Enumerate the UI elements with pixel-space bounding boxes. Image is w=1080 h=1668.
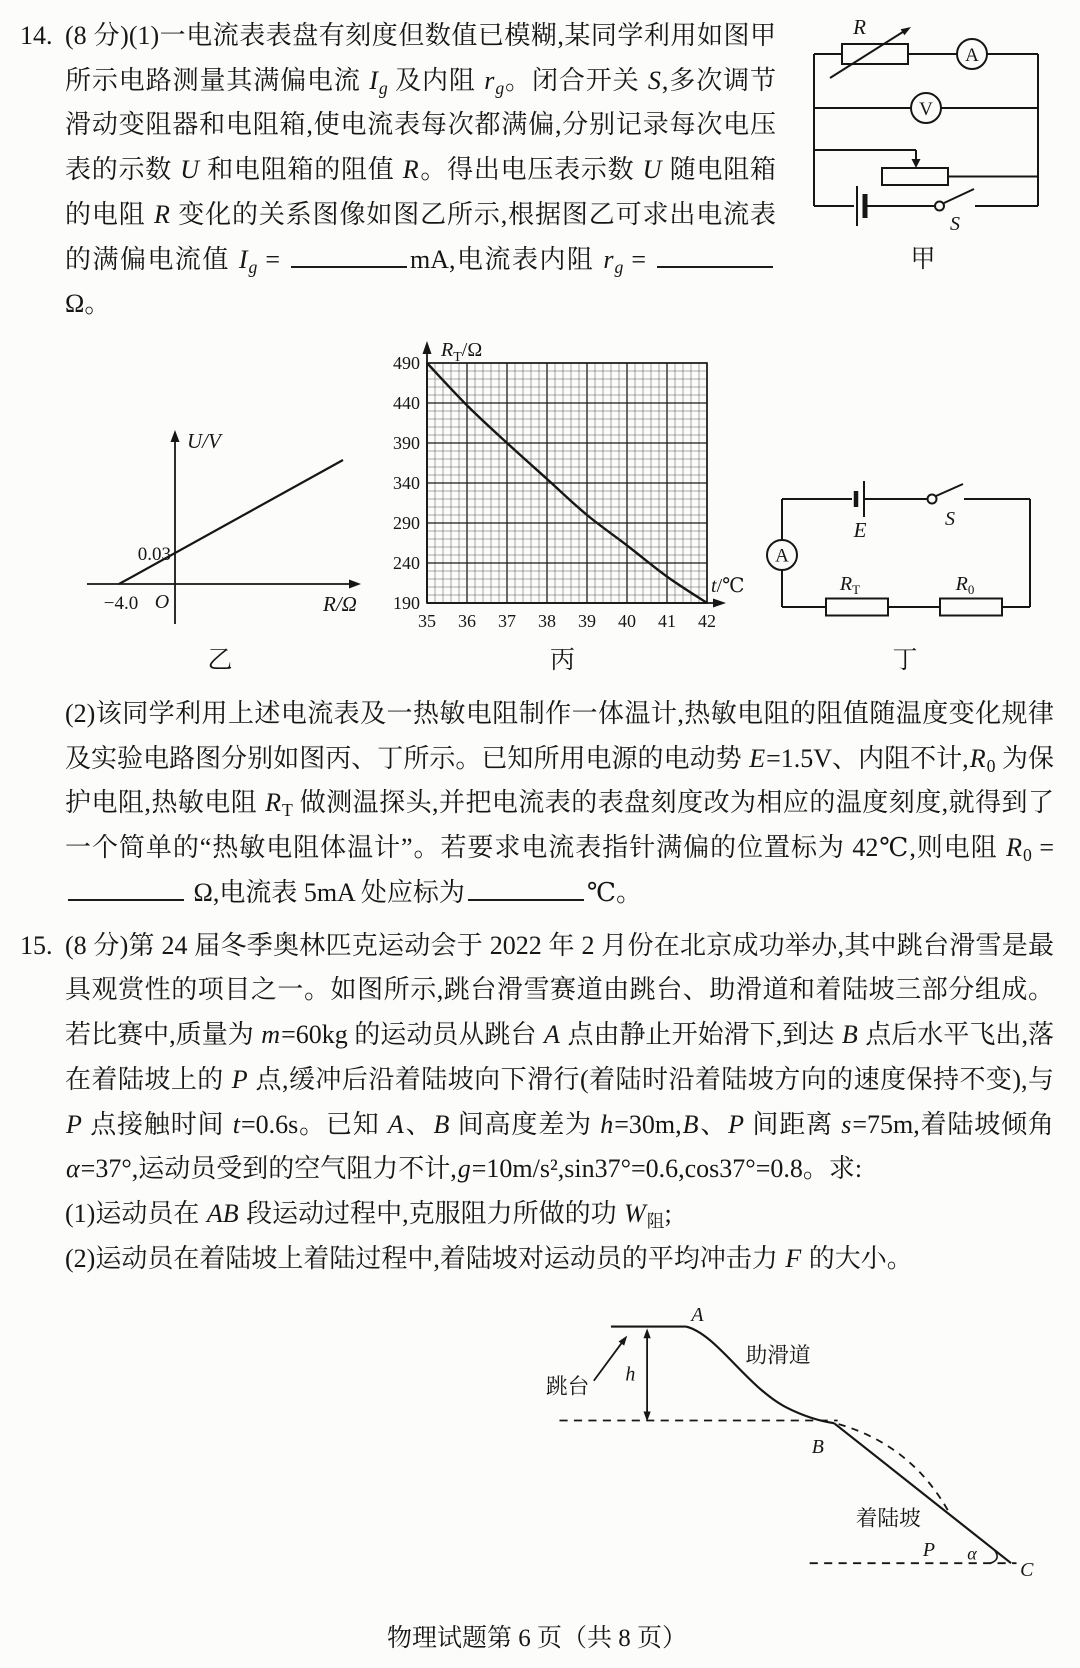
text-segment: 点接触时间	[82, 1109, 232, 1139]
resistor-R0-symbol	[940, 599, 1002, 616]
text-segment: =10m/s²,sin37°=0.6,cos37°=0.8。求:	[471, 1154, 863, 1184]
ski-label-P: P	[922, 1539, 935, 1562]
x-axis-arrow	[349, 580, 361, 589]
rheostat-arrow-head	[901, 27, 911, 35]
text-segment: 点后水平飞出,落在着陆坡上的	[65, 1020, 1054, 1094]
text-segment: 做测温探头,并把电流表的表盘刻度改为相应的温度刻度,就得到了一个简单的“热敏电阻体温计”。若要求电流表指针满偏的位置标为 42℃,则电阻	[65, 788, 1054, 863]
ski-label-A: A	[691, 1304, 704, 1327]
text-segment: R	[265, 788, 281, 818]
text-segment: 的大小。	[802, 1243, 913, 1273]
figure-caption-yi: 乙	[207, 647, 233, 675]
q15-item2-text	[65, 1237, 1054, 1282]
text-segment: R	[154, 199, 170, 229]
ski-label-platform: 跳台	[545, 1374, 590, 1399]
text-segment: 点,缓冲后沿着陆坡向下滑行(着陆时沿着陆坡方向的速度保持不变),与	[248, 1064, 1054, 1094]
text-segment: B	[433, 1109, 450, 1139]
jia-label-A: A	[965, 45, 979, 66]
answer-blank	[291, 244, 407, 268]
text-segment: s	[841, 1109, 852, 1139]
jia-label-S: S	[950, 213, 960, 235]
text-segment: 。闭合开关	[504, 65, 647, 95]
text-segment: =	[1031, 833, 1054, 863]
text-segment: t	[232, 1109, 240, 1139]
text-segment: g	[495, 77, 505, 98]
y-tick-label: 240	[393, 553, 420, 574]
ding-label-S: S	[945, 508, 955, 531]
bing-ylabel: $R_T/\Omega$	[441, 339, 483, 366]
platform-pointer-line	[594, 1343, 622, 1381]
text-segment: r	[484, 65, 495, 95]
text-segment: T	[282, 800, 293, 821]
text-segment: =	[623, 244, 654, 274]
jia-label-V: V	[919, 99, 933, 120]
circuit-jia	[798, 16, 1048, 236]
switch-pivot	[928, 495, 937, 504]
answer-blank	[68, 877, 184, 901]
text-segment: 变化的关系图像如图乙所示,根据图乙可求出电流表的满偏电流值	[65, 199, 776, 274]
text-segment: 。得出电压表示数	[419, 155, 642, 185]
text-segment: ;	[664, 1198, 672, 1228]
ski-label-C: C	[1020, 1559, 1034, 1582]
yi-ylabel: U/V	[187, 429, 221, 454]
ski-label-alpha: α	[967, 1543, 977, 1564]
x-axis-arrow	[713, 599, 726, 608]
resistance-box-symbol	[842, 44, 908, 64]
text-segment: h	[600, 1109, 614, 1139]
h-arrow-head-up	[643, 1329, 650, 1339]
text-segment: (2)该同学利用上述电流表及一热敏电阻制作一体温计,热敏电阻的阻值随温度变化规律及实验电路图分别如图丙、丁所示。已知所用电源的电动势	[65, 699, 1054, 773]
angle-arc	[990, 1551, 997, 1564]
text-segment: g	[248, 256, 258, 277]
text-segment: B	[841, 1020, 858, 1050]
text-segment: S	[647, 65, 661, 95]
page-footer: 物理试题第 6 页（共 8 页）	[386, 1625, 687, 1653]
text-segment: 间高度差为	[450, 1109, 600, 1139]
figure-ski	[480, 1283, 1040, 1610]
wiper-arrow	[912, 159, 921, 168]
graph-bing	[375, 335, 750, 637]
text-segment: R	[1006, 833, 1023, 863]
x-tick-label: 40	[618, 611, 636, 632]
text-segment: =	[257, 244, 289, 274]
text-segment: g	[614, 256, 624, 277]
y-tick-label: 190	[393, 593, 420, 614]
text-segment: (1)运动员在	[65, 1198, 206, 1228]
figure-bing	[375, 335, 750, 682]
x-tick-label: 41	[658, 611, 676, 632]
q15-main-text	[65, 924, 1054, 1192]
jia-label-R: R	[853, 16, 866, 39]
text-segment: ,多次调节滑动变阻器和电阻箱,使电流表每次都满偏,分别记录每次电压表的示数	[65, 65, 776, 185]
text-segment: B	[682, 1109, 699, 1139]
text-segment: 段运动过程中,克服阻力所做的功	[239, 1198, 624, 1228]
text-segment: =30m,	[614, 1109, 682, 1139]
text-segment: =60kg 的运动员从跳台	[281, 1020, 544, 1050]
text-segment: R	[402, 155, 419, 185]
text-segment: ℃。	[586, 877, 642, 907]
x-tick-label: 35	[418, 611, 436, 632]
ding-label-A: A	[775, 545, 789, 567]
y-tick-label: 490	[393, 353, 420, 374]
y-axis-arrow	[171, 430, 180, 442]
figure-jia	[792, 16, 1054, 281]
text-segment: U	[642, 155, 662, 185]
y-tick-label: 340	[393, 473, 420, 494]
q15-item1-text	[65, 1192, 1054, 1237]
text-segment: (2)运动员在着陆坡上着陆过程中,着陆坡对运动员的平均冲击力	[65, 1243, 785, 1273]
text-segment: Ω,电流表 5mA 处应标为	[187, 877, 465, 907]
text-segment: F	[785, 1243, 802, 1273]
text-segment: I	[369, 65, 378, 95]
text-segment: g	[457, 1154, 471, 1184]
text-segment: Ω。	[65, 289, 111, 319]
text-segment: =75m,着陆坡倾角	[852, 1109, 1054, 1139]
x-tick-label: 37	[498, 611, 516, 632]
question-15	[20, 924, 1054, 1610]
ski-label-inrun: 助滑道	[745, 1344, 811, 1369]
ski-label-landing: 着陆坡	[855, 1506, 921, 1531]
resistor-RT-symbol	[826, 599, 888, 616]
x-ticks	[418, 611, 716, 631]
x-tick-label: 36	[458, 611, 476, 632]
ski-label-B: B	[811, 1436, 824, 1459]
text-segment: 阻	[646, 1210, 665, 1231]
y-tick-label: 290	[393, 513, 420, 534]
text-segment: 为保护电阻,热敏电阻	[65, 743, 1054, 818]
yi-origin-label: O	[154, 591, 170, 614]
text-segment: r	[603, 244, 614, 274]
bing-xlabel: t/℃	[711, 575, 745, 598]
answer-blank	[657, 244, 773, 268]
text-segment: R	[969, 743, 986, 773]
y-ticks	[393, 353, 420, 613]
text-segment: 随电阻箱的电阻	[65, 155, 776, 229]
x-tick-label: 38	[538, 611, 556, 632]
figure-row	[65, 335, 1054, 682]
y-tick-label: 440	[393, 393, 420, 414]
text-segment: 0	[1023, 845, 1032, 866]
text-segment: AB	[206, 1198, 239, 1228]
text-segment: P	[66, 1109, 82, 1139]
grid	[427, 363, 707, 603]
text-segment: P	[728, 1109, 745, 1139]
yi-y-intercept-label: 0.03	[137, 544, 171, 566]
data-line	[119, 460, 343, 584]
ding-label-E: E	[853, 518, 867, 543]
ding-label-R0: $R_0$	[955, 573, 975, 598]
ding-wires	[782, 484, 1030, 607]
figure-caption-bing: 丙	[549, 647, 575, 675]
figure-caption-ding: 丁	[892, 647, 918, 675]
question-14	[20, 14, 1054, 916]
y-axis-arrow	[423, 341, 432, 354]
graph-yi	[65, 402, 375, 637]
text-segment: m	[261, 1020, 281, 1050]
text-segment: I	[238, 244, 248, 274]
figure-ding	[750, 469, 1060, 682]
text-segment: 间距离	[745, 1109, 841, 1139]
ski-label-h: h	[625, 1364, 636, 1387]
switch-pivot	[935, 202, 944, 211]
inrun-curve	[686, 1327, 834, 1424]
question-15-number: 15.	[20, 930, 53, 960]
text-segment: 及内阻	[387, 65, 484, 95]
text-segment: 、	[699, 1109, 728, 1139]
text-segment: A	[387, 1109, 404, 1139]
q14-part2-text	[65, 692, 1054, 916]
text-segment: =0.6s。已知	[240, 1109, 387, 1139]
text-segment: W	[624, 1198, 646, 1228]
text-segment: E	[749, 743, 766, 773]
text-segment: 0	[986, 755, 996, 776]
ski-diagram	[480, 1283, 1040, 1595]
text-segment: =37°,运动员受到的空气阻力不计,	[80, 1154, 457, 1184]
question-14-number: 14.	[20, 21, 53, 50]
x-tick-label: 39	[578, 611, 596, 632]
figure-caption-jia: 甲	[910, 246, 936, 273]
text-segment: P	[231, 1064, 248, 1094]
text-segment: A	[544, 1020, 560, 1050]
text-segment: 点由静止开始滑下,到达	[560, 1020, 841, 1050]
text-segment: g	[378, 77, 388, 98]
text-segment: 、	[404, 1109, 433, 1139]
text-segment: =1.5V、内阻不计,	[766, 743, 969, 773]
circuit-ding	[750, 469, 1060, 637]
slide-rheostat-symbol	[882, 168, 948, 185]
yi-xlabel: R/Ω	[323, 592, 357, 617]
y-tick-label: 390	[393, 433, 420, 454]
text-segment: (8 分)(1)一电流表表盘有刻度但数值已模糊,某同学利用如图甲所示电路测量其满偏电流	[65, 21, 776, 95]
ding-label-RT: $R_T$	[839, 573, 861, 598]
text-segment: α	[66, 1154, 80, 1184]
yi-x-intercept-label: −4.0	[103, 593, 139, 615]
text-segment: 和电阻箱的阻值	[200, 155, 402, 185]
x-tick-label: 42	[698, 611, 716, 632]
text-segment: U	[180, 155, 200, 185]
text-segment: mA,电流表内阻	[410, 244, 603, 274]
answer-blank	[468, 877, 584, 901]
figure-yi	[65, 402, 375, 682]
text-segment: (8 分)第 24 届冬季奥林匹克运动会于 2022 年 2 月份在北京成功举办,其中跳台滑雪是最具观赏性的项目之一。如图所示,跳台滑雪赛道由跳台、助滑道和着陆坡三部分组成。若比赛中,质量为	[65, 930, 1054, 1050]
